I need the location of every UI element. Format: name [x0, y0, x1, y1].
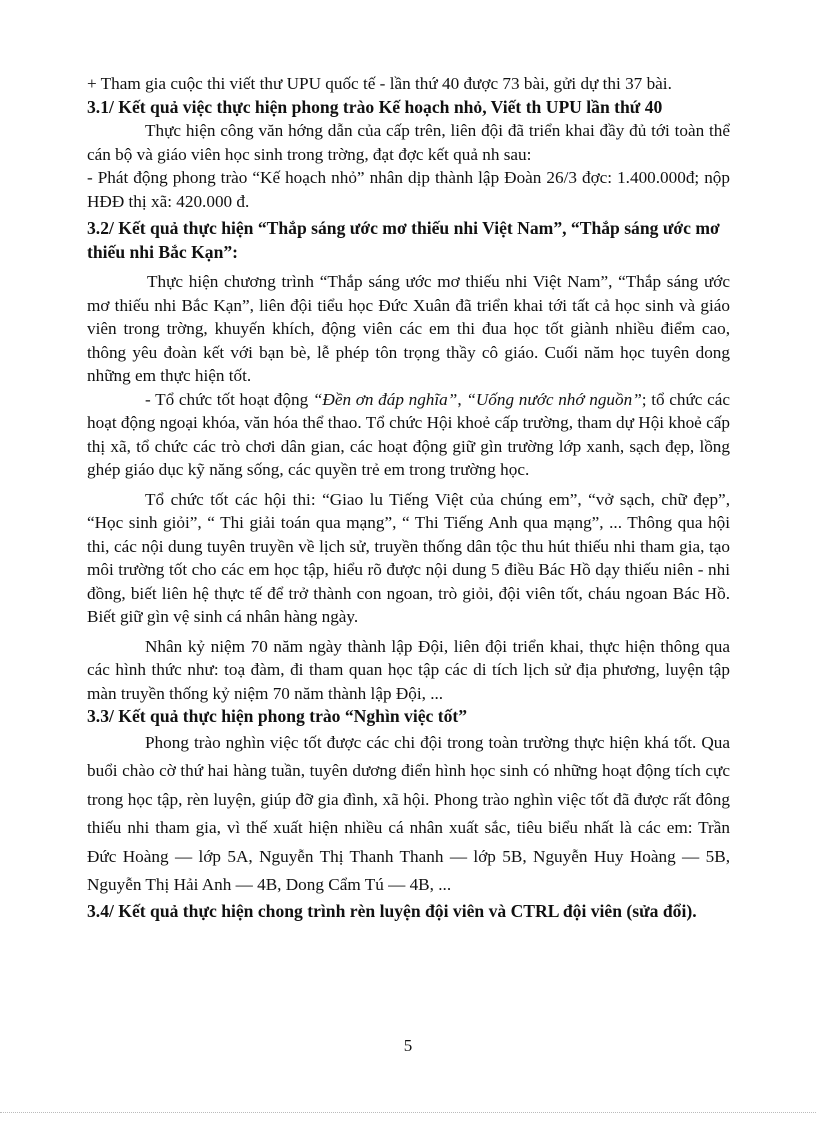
section-3-1-heading: 3.1/ Kết quả việc thực hiện phong trào Kế hoạch nhỏ, Viết th UPU lần thứ 40	[87, 96, 663, 117]
section-3-2-paragraph-4: Nhân kỷ niệm 70 năm ngày thành lập Đội, liên đội triển khai, thực hiện thông qua các hình thức như: toạ đàm, đi tham quan học tập các di tích lịch sử địa phương, luyện tập màn truyền thống kỷ niệm 70 năm thành lập Đội, ...	[87, 636, 730, 703]
p2-italic-slogan-1: “Đền ơn đáp nghĩa”	[312, 389, 458, 409]
section-3-2-paragraph-3: Tổ chức tốt các hội thi: “Giao lu Tiếng Việt của chúng em”, “vở sạch, chữ đẹp”, “Học sinh giỏi”, “ Thi giải toán qua mạng”, “ Thi Tiếng Anh qua mạng”, ... Thông qua hội thi, các nội dung tuyên truyền về lịch sử, truyền thống dân tộc thu hút thiếu nhi tham gia, tạo môi trường tốt cho các em học tập, hiểu rõ được nội dung 5 điều Bác Hồ dạy thiếu niên - nhi đồng, biết liên hệ thực tế để trở thành con ngoan, trò giỏi, đội viên tốt, cháu ngoan Bác Hồ. Biết giữ gìn vệ sinh cá nhân hàng ngày.	[87, 489, 730, 626]
page-number: 5	[403, 1036, 413, 1055]
section-3-1-paragraph-1: Thực hiện công văn hớng dẫn của cấp trên, liên đội đã triển khai đầy đủ tới toàn thể cán bộ và giáo viên học sinh trong trờng, đạt đợc kết quả nh sau:	[87, 121, 730, 164]
p2-italic-slogan-2: “Uống nước nhớ nguồn”	[466, 389, 642, 409]
section-3-3-paragraph-1: Phong trào nghìn việc tốt được các chi đội trong toàn trường thực hiện khá tốt. Qua buổi chào cờ thứ hai hàng tuần, tuyên dương điển hình học sinh có những hoạt động tích cực trong học tập, rèn luyện, giúp đỡ gia đình, xã hội. Phong trào nghìn việc tốt đã được rất đông thiếu nhi tham gia, vì thế xuất hiện nhiều cá nhân xuất sắc, tiêu biểu nhất là các em: Trần Đức Hoàng — lớp 5A, Nguyễn Thị Thanh Thanh — lớp 5B, Nguyễn Huy Hoàng — 5B, Nguyễn Thị Hải Anh — 4B, Dong Cẩm Tú — 4B, ...	[87, 732, 730, 894]
document-page	[87, 72, 730, 923]
intro-line: + Tham gia cuộc thi viết thư UPU quốc tế - lần thứ 40 được 73 bài, gửi dự thi 37 bài.	[87, 74, 672, 93]
p2-start-text: - Tổ chức tốt hoạt động	[145, 389, 313, 409]
section-3-3-heading: 3.3/ Kết quả thực hiện phong trào “Nghìn việc tốt”	[87, 706, 468, 726]
section-3-2-paragraph-1: Thực hiện chương trình “Thắp sáng ước mơ thiếu nhi Việt Nam”, “Thắp sáng ước mơ thiếu nhi Bắc Kạn”, liên đội tiểu học Đức Xuân đã triển khai tới tất cả học sinh và giáo viên trong trờng, khuyến khích, động viên các em thi đua học tốt giành nhiều điểm cao, thông yêu đoàn kết với bạn bè, lễ phép tôn trọng thầy cô giáo. Cuối năm học tuyên dong những em thực hiện tốt.	[87, 272, 730, 385]
p2-separator: ,	[457, 389, 467, 409]
section-3-2-paragraph-2	[87, 388, 730, 482]
page-bottom-divider	[0, 1112, 816, 1113]
p2-end-text: ; tổ chức các hoạt động ngoại khóa, văn hóa thể thao. Tổ chức Hội khoẻ cấp trường, tham dự Hội khoẻ cấp thị xã, tổ chức các trò chơi dân gian, các hoạt động giữ gìn trường lớp xanh, sạch đẹp, lồng ghép giáo dục kỹ năng sống, các quyền trẻ em trong trường học.	[87, 389, 730, 479]
section-3-1-paragraph-2: - Phát động phong trào “Kế hoạch nhỏ” nhân dịp thành lập Đoàn 26/3 đợc: 1.400.000đ; nộp HĐĐ thị xã: 420.000 đ.	[87, 168, 730, 211]
section-3-4-heading: 3.4/ Kết quả thực hiện chong trình rèn luyện đội viên và CTRL đội viên (sửa đổi).	[87, 900, 697, 921]
section-3-2-heading: 3.2/ Kết quả thực hiện “Thắp sáng ước mơ thiếu nhi Việt Nam”, “Thắp sáng ước mơ thiếu nhi Bắc Kạn”:	[87, 218, 720, 262]
